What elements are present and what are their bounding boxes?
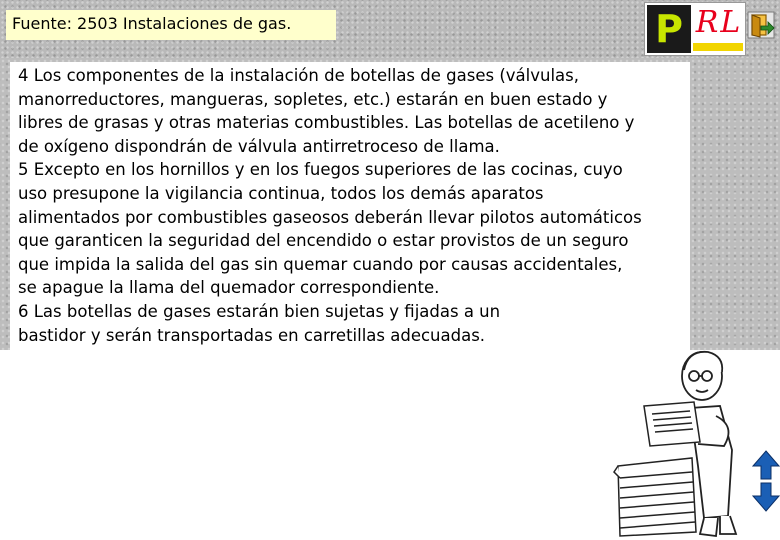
- prl-logo: [644, 2, 746, 56]
- content-line: bastidor y serán transportadas en carretillas adecuadas.: [18, 325, 486, 345]
- content-line: se apague la llama del quemador correspondiente.: [18, 278, 440, 298]
- scroll-up-button[interactable]: [752, 450, 780, 480]
- content-line: que garanticen la seguridad del encendido o estar provistos de un seguro: [18, 231, 629, 251]
- logo-p-letter: P: [647, 5, 691, 53]
- logo-yellow-bar: [693, 43, 743, 51]
- arrow-down-icon: [752, 482, 780, 512]
- exit-door-arrow-icon: [746, 10, 776, 40]
- content-line: libres de grasas y otras materias combustibles. Las botellas de acetileno y: [18, 113, 635, 133]
- content-line: manorreductores, mangueras, sopletes, etc.) estarán en buen estado y: [18, 89, 608, 109]
- logo-rl-letters: RL: [695, 5, 743, 40]
- content-line: 6 Las botellas de gases estarán bien sujetas y fijadas a un: [18, 301, 501, 321]
- source-label: Fuente: 2503 Instalaciones de gas.: [6, 10, 336, 40]
- person-reading-documents-icon: [612, 346, 752, 540]
- arrow-up-icon: [752, 450, 780, 480]
- scroll-down-button[interactable]: [752, 482, 780, 512]
- content-text: [18, 64, 698, 347]
- navigation-arrows: [752, 450, 780, 512]
- content-line: 5 Excepto en los hornillos y en los fuegos superiores de las cocinas, cuyo: [18, 160, 623, 180]
- content-line: de oxígeno dispondrán de válvula antirretroceso de llama.: [18, 136, 500, 156]
- reading-person-illustration: [612, 346, 752, 540]
- exit-button[interactable]: [746, 10, 776, 40]
- content-line: uso presupone la vigilancia continua, todos los demás aparatos: [18, 183, 544, 203]
- content-line: 4 Los componentes de la instalación de botellas de gases (válvulas,: [18, 66, 579, 85]
- content-line: alimentados por combustibles gaseosos deberán llevar pilotos automáticos: [18, 207, 642, 227]
- content-line: que impida la salida del gas sin quemar cuando por causas accidentales,: [18, 254, 623, 274]
